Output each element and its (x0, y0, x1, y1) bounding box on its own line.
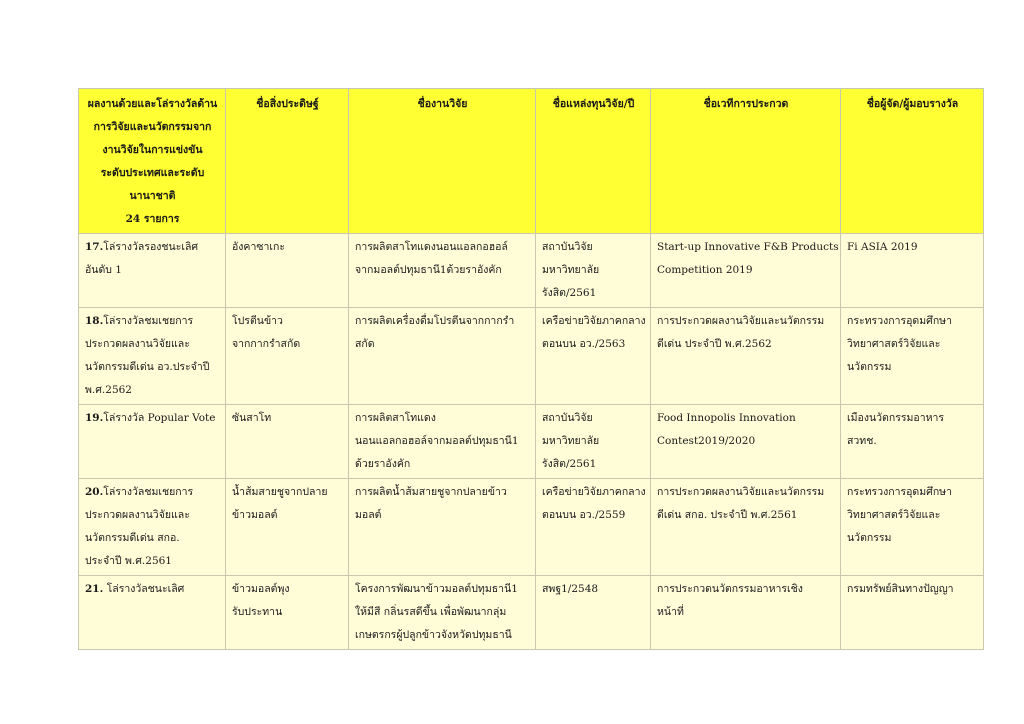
cell-award (79, 479, 226, 576)
cell-line: กรมทรัพย์สินทางปัญญา (847, 583, 954, 595)
cell-invention (226, 576, 349, 650)
table-row (79, 308, 984, 405)
cell-line: ด้วยราอังคัก (355, 458, 411, 470)
table-row (79, 479, 984, 576)
cell-line: สถาบันวิจัย (542, 412, 593, 424)
cell-line: ตอนบน อว./2563 (542, 338, 626, 350)
row-number: 21. (85, 583, 104, 595)
header-research: ชื่องานวิจัย (349, 89, 536, 234)
cell-line-wrapper (85, 481, 220, 504)
table-row (79, 576, 984, 650)
cell-line: Competition 2019 (657, 264, 753, 276)
cell-line: มหาวิทยาลัย (542, 264, 600, 276)
cell-line: มหาวิทยาลัย (542, 435, 600, 447)
cell-line: นวัตกรรม (847, 532, 892, 544)
cell-research (349, 405, 536, 479)
cell-organizer (841, 576, 984, 650)
header-award: ผลงานด้วยและโล่รางวัลด้าน การวิจัยและนวัตกรรมจาก งานวิจัยในการแข่งขัน ระดับประเทศและระดับ นานาชาติ 24 รายการ (79, 89, 226, 234)
row-number: 18. (85, 315, 104, 327)
cell-line: Fi ASIA 2019 (847, 241, 918, 253)
cell-award (79, 234, 226, 308)
cell-line: เครือข่ายวิจัยภาคกลาง (542, 315, 646, 327)
cell-line: ข้าวมอลต์ (232, 509, 278, 521)
header-contest: ชื่อเวทีการประกวด (651, 89, 841, 234)
cell-line: น้ำส้มสายชูจากปลาย (232, 486, 328, 498)
table-header-row (79, 89, 984, 234)
cell-organizer (841, 479, 984, 576)
cell-research (349, 576, 536, 650)
cell-invention (226, 234, 349, 308)
cell-line: วิทยาศาสตร์วิจัยและ (847, 509, 941, 521)
cell-award (79, 576, 226, 650)
cell-invention (226, 479, 349, 576)
cell-line-wrapper (85, 578, 220, 601)
cell-line: Start-up Innovative F&B Products (657, 241, 839, 253)
header-organizer: ชื่อผู้จัด/ผู้มอบรางวัล (841, 89, 984, 234)
cell-line: การประกวดผลงานวิจัยและนวัตกรรม (657, 315, 825, 327)
cell-funding (536, 234, 651, 308)
cell-line: Food Innopolis Innovation (657, 412, 796, 424)
cell-line: การผลิตน้ำส้มสายชูจากปลายข้าว (355, 486, 507, 498)
cell-line: นอนแอลกอฮอล์จากมอลต์ปทุมธานี1 (355, 435, 519, 447)
cell-line: กระทรวงการอุดมศึกษา (847, 315, 952, 327)
cell-line: อันดับ 1 (85, 264, 122, 276)
cell-organizer (841, 234, 984, 308)
cell-funding (536, 576, 651, 650)
cell-contest (651, 308, 841, 405)
cell-line-wrapper (85, 236, 220, 259)
cell-line: มอลต์ (355, 509, 382, 521)
cell-line: เกษตรกรผู้ปลูกข้าวจังหวัดปทุมธานี (355, 629, 512, 641)
cell-funding (536, 308, 651, 405)
header-invention: ชื่อสิ่งประดิษฐ์ (226, 89, 349, 234)
cell-research (349, 308, 536, 405)
cell-line: โล่รางวัลชนะเลิศ (103, 583, 185, 595)
cell-line: หน้าที่ (657, 606, 684, 618)
cell-award (79, 405, 226, 479)
cell-line: การผลิตสาโทแดงนอนแอลกอฮอล์ (355, 241, 508, 253)
cell-line: ประจำปี พ.ศ.2561 (85, 555, 172, 567)
cell-line: ให้มีสี กลิ่นรสดีขึ้น เพื่อพัฒนากลุ่ม (355, 606, 507, 618)
cell-organizer (841, 308, 984, 405)
table-body (79, 234, 984, 650)
cell-line: รังสิต/2561 (542, 458, 597, 470)
cell-line: ดีเด่น ประจำปี พ.ศ.2562 (657, 338, 772, 350)
cell-line: นวัตกรรมดีเด่น อว.ประจำปี (85, 361, 210, 373)
cell-line: โล่รางวัลรองชนะเลิศ (103, 241, 199, 253)
cell-line: สพฐ1/2548 (542, 583, 599, 595)
cell-line: การผลิตเครื่องดื่มโปรตีนจากกากรำ (355, 315, 515, 327)
cell-line: เมืองนวัตกรรมอาหาร (847, 412, 945, 424)
cell-line: รับประทาน (232, 606, 283, 618)
cell-research (349, 479, 536, 576)
cell-line: เครือข่ายวิจัยภาคกลาง (542, 486, 646, 498)
cell-line: กระทรวงการอุดมศึกษา (847, 486, 952, 498)
cell-line: ซันสาโท (232, 412, 272, 424)
cell-line-wrapper (85, 407, 220, 430)
table-row (79, 405, 984, 479)
cell-line: รังสิต/2561 (542, 287, 597, 299)
cell-invention (226, 308, 349, 405)
cell-line-wrapper (85, 310, 220, 333)
cell-line: ประกวดผลงานวิจัยและ (85, 338, 190, 350)
cell-line: จากมอลต์ปทุมธานี1ด้วยราอังคัก (355, 264, 502, 276)
cell-organizer (841, 405, 984, 479)
table-row (79, 234, 984, 308)
cell-funding (536, 479, 651, 576)
cell-line: นวัตกรรมดีเด่น สกอ. (85, 532, 180, 544)
cell-contest (651, 576, 841, 650)
cell-line: วิทยาศาสตร์วิจัยและ (847, 338, 941, 350)
cell-line: สกัด (355, 338, 375, 350)
row-number: 20. (85, 486, 104, 498)
cell-line: ดีเด่น สกอ. ประจำปี พ.ศ.2561 (657, 509, 798, 521)
cell-line: โล่รางวัล Popular Vote (103, 412, 216, 424)
cell-contest (651, 234, 841, 308)
row-number: 19. (85, 412, 104, 424)
cell-line: การประกวดผลงานวิจัยและนวัตกรรม (657, 486, 825, 498)
cell-line: ตอนบน อว./2559 (542, 509, 626, 521)
cell-line: สถาบันวิจัย (542, 241, 593, 253)
cell-line: การผลิตสาโทแดง (355, 412, 436, 424)
cell-line: การประกวดนวัตกรรมอาหารเชิง (657, 583, 803, 595)
cell-line: พ.ศ.2562 (85, 384, 132, 396)
cell-line: ข้าวมอลต์พุง (232, 583, 290, 595)
row-number: 17. (85, 241, 104, 253)
cell-line: สวทช. (847, 435, 877, 447)
cell-award (79, 308, 226, 405)
awards-table (78, 88, 984, 650)
cell-line: Contest2019/2020 (657, 435, 756, 447)
cell-line: โปรตีนข้าว (232, 315, 283, 327)
cell-contest (651, 479, 841, 576)
cell-line: อังคาซาเกะ (232, 241, 285, 253)
cell-line: โครงการพัฒนาข้าวมอลต์ปทุมธานี1 (355, 583, 518, 595)
cell-invention (226, 405, 349, 479)
header-funding: ชื่อแหล่งทุนวิจัย/ปี (536, 89, 651, 234)
cell-line: จากกากรำสกัด (232, 338, 301, 350)
cell-contest (651, 405, 841, 479)
cell-line: โล่รางวัลชมเชยการ (103, 315, 194, 327)
cell-line: โล่รางวัลชมเชยการ (103, 486, 194, 498)
cell-line: นวัตกรรม (847, 361, 892, 373)
cell-funding (536, 405, 651, 479)
cell-research (349, 234, 536, 308)
cell-line: ประกวดผลงานวิจัยและ (85, 509, 190, 521)
